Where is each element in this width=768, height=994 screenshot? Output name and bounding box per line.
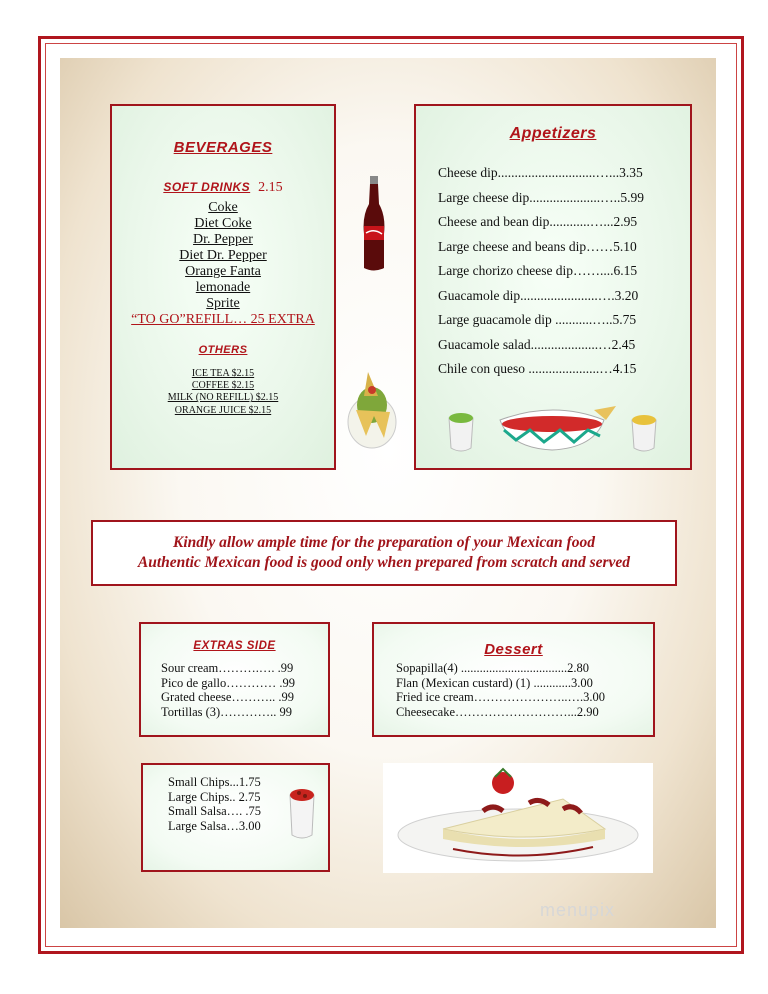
appetizers-heading: Appetizers (509, 125, 597, 142)
appetizer-item: Guacamole salad....................…2.45 (438, 336, 636, 352)
extras-panel (139, 622, 330, 737)
appetizer-list (438, 161, 644, 382)
soft-drink-item: Coke (208, 200, 238, 215)
others-item: COFFEE $2.15 (191, 380, 255, 392)
soft-drinks-list (112, 200, 334, 312)
soft-drink-item: lemonade (195, 280, 251, 295)
dessert-list (396, 661, 605, 719)
appetizer-item: Large chorizo cheese dip……....6.15 (438, 263, 638, 278)
appetizer-item: Large cheese and beans dip……5.10 (438, 238, 637, 254)
chips-item: Small Chips...1.75 (168, 775, 261, 789)
appetizer-item: Chile con queso .....................…4.15 (438, 361, 637, 376)
extras-list (161, 661, 295, 719)
chips-panel (141, 763, 330, 872)
others-heading: OTHERS (198, 344, 248, 356)
notice-line-1: Kindly allow ample time for the preparation of your Mexican food (173, 534, 595, 551)
dip-cups-image (444, 404, 678, 456)
extras-item: Grated cheese……….. .99 (161, 690, 294, 704)
dessert-item: Fried ice cream…………………..….3.00 (396, 690, 605, 704)
soft-drinks-row (112, 178, 334, 196)
guacamole-image (344, 360, 400, 452)
appetizer-item: Guacamole dip.......................….3.20 (438, 287, 639, 303)
soft-drinks-price: 2.15 (258, 180, 283, 195)
appetizer-item: Large cheese dip.....................…..5.99 (438, 189, 644, 205)
dessert-item: Sopapilla(4) ..................................2.80 (396, 661, 590, 675)
cheesecake-image-panel (383, 763, 653, 873)
others-item: ORANGE JUICE $2.15 (174, 404, 272, 416)
cheesecake-image (383, 763, 653, 873)
dessert-item: Cheesecake………………………...2.90 (396, 704, 599, 719)
extras-item: Sour cream……….…. .99 (161, 661, 294, 675)
soft-drink-item: Diet Dr. Pepper (179, 248, 267, 263)
beverages-panel (110, 104, 336, 470)
appetizer-item: Large guacamole dip ...........…..5.75 (438, 312, 637, 327)
notice-line-2: Authentic Mexican food is good only when prepared from scratch and served (137, 554, 631, 571)
chips-item: Large Chips.. 2.75 (168, 789, 261, 804)
others-item: ICE TEA $2.15 (191, 368, 255, 379)
soft-drink-item: Orange Fanta (185, 264, 261, 279)
extras-item: Pico de gallo………… .99 (161, 675, 296, 690)
appetizer-item: Cheese dip.............................…...3.35 (438, 165, 643, 180)
extras-item: Tortillas (3)………….. 99 (161, 704, 293, 719)
beverages-heading: BEVERAGES (173, 139, 273, 156)
soft-drink-item: Diet Coke (194, 216, 252, 231)
to-go-note: “TO GO”REFILL… 25 EXTRA (131, 312, 315, 327)
appetizers-panel (414, 104, 692, 470)
preparation-notice (91, 520, 677, 586)
extras-heading: EXTRAS SIDE (193, 640, 276, 652)
chips-item: Small Salsa…. .75 (168, 804, 262, 818)
dessert-panel (372, 622, 655, 737)
dessert-heading: Dessert (484, 641, 543, 658)
chips-list (168, 775, 261, 833)
chips-item: Large Salsa…3.00 (168, 818, 261, 833)
soft-drink-item: Sprite (206, 296, 240, 311)
coke-bottle-image (356, 174, 392, 274)
others-item: MILK (NO REFILL) $2.15 (167, 392, 279, 404)
dessert-item: Flan (Mexican custard) (1) ............3.00 (396, 675, 593, 690)
menupix-watermark: menupix (540, 900, 616, 920)
soft-drink-item: Dr. Pepper (193, 232, 253, 247)
others-list (112, 368, 334, 417)
appetizer-item: Cheese and bean dip............…...2.95 (438, 214, 638, 229)
soft-drinks-label: SOFT DRINKS (163, 180, 251, 194)
salsa-cup-image (287, 783, 317, 843)
